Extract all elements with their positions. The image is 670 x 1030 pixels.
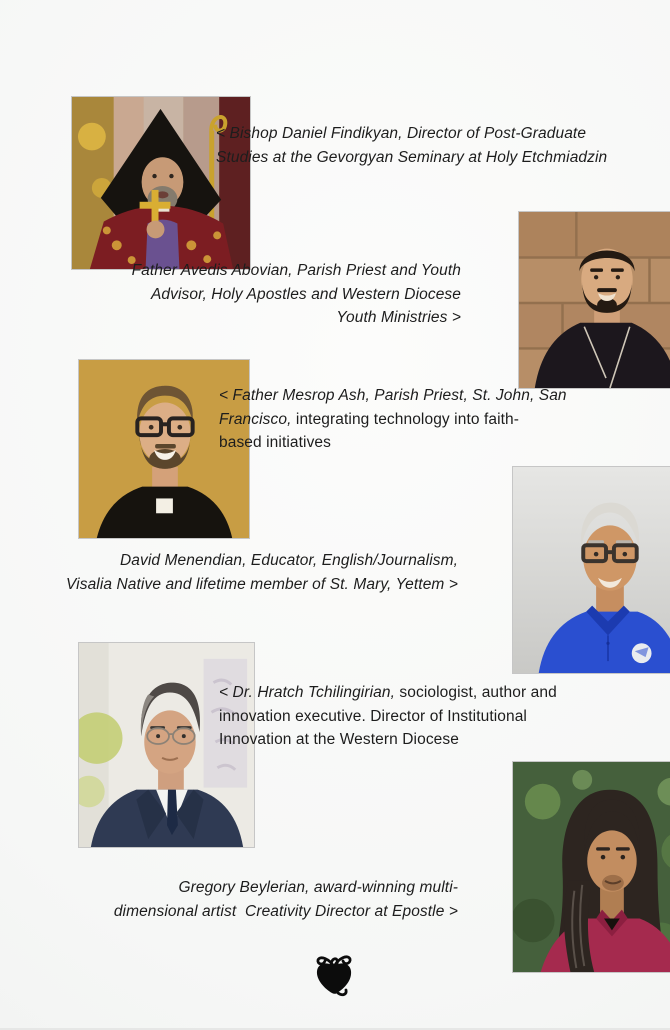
photo-father-avedis-abovian [518, 211, 670, 389]
caption-line [216, 122, 607, 146]
caption-text-regular: based initiatives [219, 434, 331, 451]
caption-text-italic: David Menendian, Educator, English/Journalism, [119, 552, 458, 569]
caption-line [219, 408, 567, 432]
caption-text-regular: sociologist, author and [395, 684, 557, 701]
caption-line [219, 431, 567, 455]
caption-line [132, 306, 461, 330]
caption-bishop-daniel-findikyan [216, 122, 607, 169]
caption-text-italic: Visalia Native and lifetime member of St. Mary, Yettem > [66, 575, 458, 593]
caption-text-regular: integrating technology into faith- [291, 410, 520, 428]
caption-line [219, 728, 557, 752]
caption-line [114, 900, 458, 924]
caption-line [132, 283, 461, 307]
portrait-priest-illustration [519, 212, 670, 388]
caption-text-italic: dimensional artist Creativity Director at Epostle > [113, 902, 458, 920]
caption-father-avedis-abovian [132, 259, 461, 330]
photo-gregory-beylerian [512, 761, 670, 973]
portrait-artist-illustration [513, 762, 670, 972]
caption-line [114, 876, 458, 900]
caption-line [132, 259, 461, 283]
caption-text-italic: < Father Mesrop Ash, Parish Priest, St. John, San [219, 387, 567, 404]
caption-gregory-beylerian [114, 876, 458, 923]
caption-text-italic: Gregory Beylerian, award-winning multi- [178, 879, 458, 896]
caption-dr-hratch-tchilingirian [219, 681, 557, 752]
photo-david-menendian [512, 466, 670, 674]
pomegranate-heart-logo-icon [310, 950, 358, 1002]
caption-text-regular: innovation executive. Director of Institutional [219, 707, 527, 725]
caption-text-italic: Studies at the Gevorgyan Seminary at Holy Etchmiadzin [216, 148, 608, 166]
caption-text-italic: Father Avedis Abovian, Parish Priest and Youth [131, 262, 461, 279]
caption-text-italic: < Dr. Hratch Tchilingirian, [219, 684, 395, 701]
pomegranate-heart-logo-glyph [310, 950, 358, 1002]
caption-line [219, 681, 557, 705]
caption-text-italic: Francisco, [219, 410, 292, 428]
caption-text-italic: < Bishop Daniel Findikyan, Director of Post-Graduate [216, 125, 587, 142]
portrait-educator-illustration [513, 467, 670, 673]
caption-line [219, 705, 557, 729]
caption-line [66, 549, 458, 573]
caption-line [66, 573, 458, 597]
caption-line [216, 146, 607, 170]
caption-david-menendian [66, 549, 458, 596]
caption-text-italic: Advisor, Holy Apostles and Western Diocese [150, 285, 461, 303]
caption-text-regular: Innovation at the Western Diocese [219, 731, 459, 748]
caption-text-italic: Youth Ministries > [336, 309, 461, 326]
caption-line [219, 384, 567, 408]
caption-father-mesrop-ash [219, 384, 567, 455]
